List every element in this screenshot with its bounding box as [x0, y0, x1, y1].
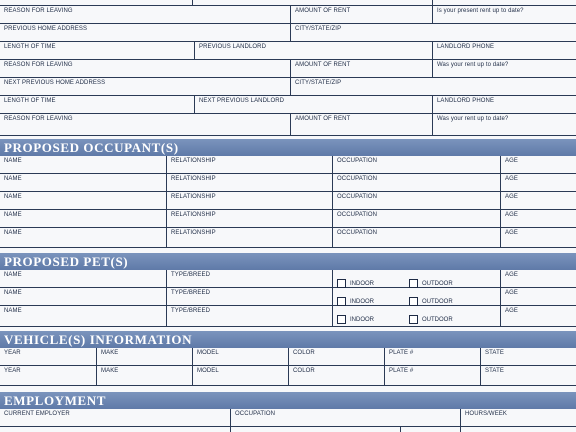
field-label: RELATIONSHIP [171, 158, 216, 164]
occupation-field[interactable] [230, 409, 460, 426]
field-label: NAME [4, 230, 22, 236]
field-label: LANDLORD PHONE [437, 98, 495, 104]
field-partial-4[interactable] [0, 427, 230, 432]
outdoor-checkbox[interactable] [409, 297, 418, 306]
field-label: MODEL [197, 350, 219, 356]
occupant-relationship-field[interactable] [166, 156, 332, 173]
vehicle-make-field[interactable] [96, 366, 192, 385]
field-label: OCCUPATION [337, 176, 378, 182]
vehicle-model-field[interactable] [192, 366, 288, 385]
vehicle-row [0, 366, 576, 386]
field-label: AGE [505, 194, 518, 200]
field-label: MAKE [101, 350, 119, 356]
indoor-label: INDOOR [350, 317, 374, 324]
field-partial-3[interactable] [432, 0, 576, 5]
current-employer-field[interactable] [0, 409, 230, 426]
residence-row-1 [0, 6, 576, 24]
field-partial-1[interactable] [0, 0, 192, 5]
section-title: PROPOSED OCCUPANT(S) [4, 140, 179, 155]
field-label: NAME [4, 212, 22, 218]
landlord-phone-field[interactable] [432, 96, 576, 113]
field-label: REASON FOR LEAVING [4, 116, 73, 122]
field-label: AGE [505, 176, 518, 182]
field-label: CITY/STATE/ZIP [295, 80, 342, 86]
field-label: OCCUPATION [337, 212, 378, 218]
residence-row-7 [0, 114, 576, 136]
indoor-label: INDOOR [350, 299, 374, 306]
occupant-occupation-field[interactable] [332, 210, 500, 227]
occupant-name-field[interactable] [0, 192, 166, 209]
field-label: OCCUPATION [235, 411, 276, 417]
field-label: CITY/STATE/ZIP [295, 26, 342, 32]
field-label: LENGTH OF TIME [4, 98, 56, 104]
section-title: VEHICLE(S) INFORMATION [4, 332, 193, 347]
previous-address-field[interactable] [0, 24, 290, 41]
field-label: LENGTH OF TIME [4, 44, 56, 50]
field-label: NAME [4, 194, 22, 200]
field-partial-6[interactable] [400, 427, 460, 432]
next-previous-address-field[interactable] [0, 78, 290, 95]
outdoor-checkbox[interactable] [409, 279, 418, 288]
reason-leaving-field[interactable] [0, 6, 290, 23]
occupant-age-field[interactable] [500, 174, 576, 191]
rent-uptodate-field[interactable] [432, 6, 576, 23]
outdoor-label: OUTDOOR [422, 281, 453, 288]
occupant-name-field[interactable] [0, 210, 166, 227]
pet-name-field[interactable] [0, 306, 166, 326]
vehicle-color-field[interactable] [288, 366, 384, 385]
indoor-label: INDOOR [350, 281, 374, 288]
occupant-row [0, 192, 576, 210]
pet-age-field[interactable] [500, 306, 576, 326]
field-label: AMOUNT OF RENT [295, 62, 351, 68]
pet-name-field[interactable] [0, 288, 166, 305]
length-of-time-field[interactable] [0, 96, 194, 113]
occupant-relationship-field[interactable] [166, 210, 332, 227]
section-header-pets [0, 253, 576, 270]
pet-type-field[interactable] [166, 306, 332, 326]
field-label: MAKE [101, 368, 119, 374]
section-header-employment [0, 392, 576, 409]
field-label: STATE [485, 350, 504, 356]
pet-age-field[interactable] [500, 288, 576, 305]
occupant-row [0, 156, 576, 174]
landlord-phone-field[interactable] [432, 42, 576, 59]
vehicle-color-field[interactable] [288, 348, 384, 365]
field-label: TYPE/BREED [171, 272, 211, 278]
outdoor-label: OUTDOOR [422, 299, 453, 306]
reason-leaving-field[interactable] [0, 60, 290, 77]
pet-row [0, 306, 576, 327]
occupant-age-field[interactable] [500, 192, 576, 209]
outdoor-label: OUTDOOR [422, 317, 453, 324]
occupant-relationship-field[interactable] [166, 174, 332, 191]
city-state-zip-field[interactable] [290, 24, 576, 41]
occupant-row [0, 174, 576, 192]
field-label: AMOUNT OF RENT [295, 116, 351, 122]
field-label: Was your rent up to date? [437, 62, 509, 68]
field-label: PLATE # [389, 350, 414, 356]
rent-uptodate-field[interactable] [432, 114, 576, 135]
field-label: NAME [4, 158, 22, 164]
employment-row-1 [0, 409, 576, 427]
field-label: NAME [4, 308, 22, 314]
field-label: YEAR [4, 368, 21, 374]
field-label: REASON FOR LEAVING [4, 8, 73, 14]
occupant-name-field[interactable] [0, 174, 166, 191]
pet-row [0, 288, 576, 306]
field-label: YEAR [4, 350, 21, 356]
field-label: NAME [4, 176, 22, 182]
indoor-option[interactable] [337, 279, 374, 288]
rent-uptodate-field[interactable] [432, 60, 576, 77]
indoor-checkbox[interactable] [337, 279, 346, 288]
occupant-age-field[interactable] [500, 228, 576, 247]
occupant-occupation-field[interactable] [332, 156, 500, 173]
field-label: AGE [505, 158, 518, 164]
occupant-relationship-field[interactable] [166, 192, 332, 209]
pet-type-field[interactable] [166, 288, 332, 305]
field-label: RELATIONSHIP [171, 230, 216, 236]
field-label: NAME [4, 272, 22, 278]
rent-amount-field[interactable] [290, 6, 432, 23]
field-partial-5[interactable] [230, 427, 400, 432]
previous-landlord-field[interactable] [194, 42, 432, 59]
field-label: PLATE # [389, 368, 414, 374]
occupant-age-field[interactable] [500, 156, 576, 173]
rent-amount-field[interactable] [290, 114, 432, 135]
field-label: AGE [505, 272, 518, 278]
length-of-time-field[interactable] [0, 42, 194, 59]
residence-row-4 [0, 60, 576, 78]
vehicle-row [0, 348, 576, 366]
occupant-row [0, 210, 576, 228]
field-label: REASON FOR LEAVING [4, 62, 73, 68]
pet-name-field[interactable] [0, 270, 166, 287]
section-title: EMPLOYMENT [4, 393, 107, 408]
vehicle-plate-field[interactable] [384, 348, 480, 365]
field-label: AGE [505, 212, 518, 218]
indoor-option[interactable] [337, 297, 374, 306]
section-header-occupants [0, 139, 576, 156]
indoor-checkbox[interactable] [337, 315, 346, 324]
city-state-zip-field[interactable] [290, 78, 576, 95]
employment-row-partial [0, 427, 576, 432]
pet-age-field[interactable] [500, 270, 576, 287]
indoor-checkbox[interactable] [337, 297, 346, 306]
residence-row-3 [0, 42, 576, 60]
section-title: PROPOSED PET(S) [4, 254, 129, 269]
field-label: AGE [505, 290, 518, 296]
field-label: AMOUNT OF RENT [295, 8, 351, 14]
vehicle-plate-field[interactable] [384, 366, 480, 385]
residence-row-6 [0, 96, 576, 114]
field-label: CURRENT EMPLOYER [4, 411, 70, 417]
field-label: NEXT PREVIOUS HOME ADDRESS [4, 80, 106, 86]
field-label: Is your present rent up to date? [437, 8, 524, 14]
rent-amount-field[interactable] [290, 60, 432, 77]
field-partial-2[interactable] [192, 0, 432, 5]
field-label: OCCUPATION [337, 230, 378, 236]
field-label: TYPE/BREED [171, 308, 211, 314]
field-label: MODEL [197, 368, 219, 374]
field-label: PREVIOUS HOME ADDRESS [4, 26, 88, 32]
occupant-name-field[interactable] [0, 228, 166, 247]
indoor-option[interactable] [337, 315, 374, 324]
field-partial-7[interactable] [460, 427, 576, 432]
field-label: HOURS/WEEK [465, 411, 508, 417]
vehicle-state-field[interactable] [480, 348, 576, 365]
field-label: COLOR [293, 350, 315, 356]
vehicle-year-field[interactable] [0, 366, 96, 385]
outdoor-option[interactable] [409, 297, 453, 306]
occupant-age-field[interactable] [500, 210, 576, 227]
next-previous-landlord-field[interactable] [194, 96, 432, 113]
field-label: LANDLORD PHONE [437, 44, 495, 50]
vehicle-year-field[interactable] [0, 348, 96, 365]
field-label: STATE [485, 368, 504, 374]
vehicle-state-field[interactable] [480, 366, 576, 385]
pet-location-field [332, 288, 500, 305]
outdoor-checkbox[interactable] [409, 315, 418, 324]
reason-leaving-field[interactable] [0, 114, 290, 135]
hours-week-field[interactable] [460, 409, 576, 426]
pet-row [0, 270, 576, 288]
field-label: OCCUPATION [337, 194, 378, 200]
vehicle-model-field[interactable] [192, 348, 288, 365]
occupant-occupation-field[interactable] [332, 174, 500, 191]
field-label: AGE [505, 230, 518, 236]
field-label: Was your rent up to date? [437, 116, 509, 122]
outdoor-option[interactable] [409, 279, 453, 288]
occupant-occupation-field[interactable] [332, 228, 500, 247]
section-header-vehicles [0, 331, 576, 348]
field-label: RELATIONSHIP [171, 176, 216, 182]
pet-type-field[interactable] [166, 270, 332, 287]
vehicle-make-field[interactable] [96, 348, 192, 365]
occupant-occupation-field[interactable] [332, 192, 500, 209]
pet-location-field [332, 306, 500, 326]
occupant-relationship-field[interactable] [166, 228, 332, 247]
residence-row-5 [0, 78, 576, 96]
field-label: RELATIONSHIP [171, 194, 216, 200]
occupant-name-field[interactable] [0, 156, 166, 173]
field-label: PREVIOUS LANDLORD [199, 44, 267, 50]
field-label: AGE [505, 308, 518, 314]
outdoor-option[interactable] [409, 315, 453, 324]
field-label: NAME [4, 290, 22, 296]
residence-row-2 [0, 24, 576, 42]
field-label: NEXT PREVIOUS LANDLORD [199, 98, 285, 104]
field-label: OCCUPATION [337, 158, 378, 164]
pet-location-field [332, 270, 500, 287]
field-label: RELATIONSHIP [171, 212, 216, 218]
field-label: TYPE/BREED [171, 290, 211, 296]
field-label: COLOR [293, 368, 315, 374]
occupant-row [0, 228, 576, 248]
